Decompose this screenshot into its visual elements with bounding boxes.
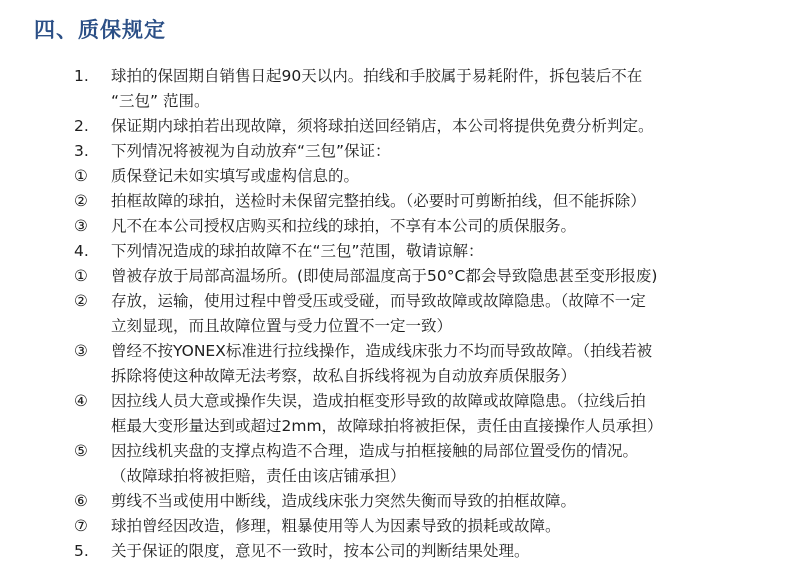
list-text: 立刻显现，而且故障位置与受力位置不一定一致） xyxy=(111,317,453,335)
list-text: 存放，运输，使用过程中曾受压或受碰，而导致故障或故障隐患。（故障不一定 xyxy=(111,292,646,310)
list-text: “三包” 范围。 xyxy=(111,92,210,110)
list-line xyxy=(0,489,790,514)
list-text: 拍框故障的球拍，送检时未保留完整拍线。（必要时可剪断拍线，但不能拆除） xyxy=(111,192,646,210)
list-line xyxy=(0,464,790,489)
list-line xyxy=(0,414,790,439)
list-line xyxy=(0,289,790,314)
list-text: 下列情况造成的球拍故障不在“三包”范围，敬请谅解： xyxy=(111,242,484,260)
list-line xyxy=(0,364,790,389)
list-line xyxy=(0,114,790,139)
list-line xyxy=(0,139,790,164)
list-marker: ② xyxy=(74,292,88,310)
list-line xyxy=(0,214,790,239)
list-marker: ③ xyxy=(74,342,88,360)
list-text: 球拍的保固期自销售日起90天以内。拍线和手胶属于易耗附件，拆包装后不在 xyxy=(111,67,643,85)
list-line xyxy=(0,514,790,539)
list-text: （故障球拍将被拒赔，责任由该店铺承担） xyxy=(111,467,406,485)
list-line xyxy=(0,264,790,289)
list-line xyxy=(0,339,790,364)
list-text: 保证期内球拍若出现故障，须将球拍送回经销店，本公司将提供免费分析判定。 xyxy=(111,117,654,135)
list-marker: ⑦ xyxy=(74,517,88,535)
list-marker: 3. xyxy=(74,142,89,160)
section-heading: 四、质保规定 xyxy=(34,18,166,42)
list-text: 关于保证的限度，意见不一致时，按本公司的判断结果处理。 xyxy=(111,542,530,560)
list-text: 凡不在本公司授权店购买和拉线的球拍，不享有本公司的质保服务。 xyxy=(111,217,577,235)
list-marker: 5. xyxy=(74,542,89,560)
list-text: 因拉线人员大意或操作失误，造成拍框变形导致的故障或故障隐患。（拉线后拍 xyxy=(111,392,646,410)
list-line xyxy=(0,389,790,414)
list-text: 质保登记未如实填写或虚构信息的。 xyxy=(111,167,360,185)
list-text: 曾被存放于局部高温场所。(即使局部温度高于50°C都会导致隐患甚至变形报废) xyxy=(111,267,658,285)
list-marker: ④ xyxy=(74,392,88,410)
list-text: 下列情况将被视为自动放弃“三包”保证： xyxy=(111,142,391,160)
list-line xyxy=(0,439,790,464)
list-marker: ⑤ xyxy=(74,442,88,460)
list-line xyxy=(0,314,790,339)
list-text: 剪线不当或使用中断线，造成线床张力突然失衡而导致的拍框故障。 xyxy=(111,492,577,510)
list-line xyxy=(0,64,790,89)
list-text: 因拉线机夹盘的支撑点构造不合理，造成与拍框接触的局部位置受伤的情况。 xyxy=(111,442,639,460)
list-marker: ① xyxy=(74,167,88,185)
list-marker: ⑥ xyxy=(74,492,88,510)
list-line xyxy=(0,89,790,114)
list-text: 球拍曾经因改造，修理，粗暴使用等人为因素导致的损耗或故障。 xyxy=(111,517,561,535)
list-marker: 4. xyxy=(74,242,89,260)
list-text: 曾经不按YONEX标准进行拉线操作，造成线床张力不均而导致故障。（拍线若被 xyxy=(111,342,653,360)
list-text: 框最大变形量达到或超过2mm，故障球拍将被拒保，责任由直接操作人员承担） xyxy=(111,417,663,435)
list-text: 拆除将使这种故障无法考察，故私自拆线将视为自动放弃质保服务） xyxy=(111,367,577,385)
list-marker: ② xyxy=(74,192,88,210)
warranty-rules-list xyxy=(0,64,790,564)
list-marker: 2. xyxy=(74,117,89,135)
list-line xyxy=(0,539,790,564)
list-line xyxy=(0,164,790,189)
list-marker: ① xyxy=(74,267,88,285)
list-marker: ③ xyxy=(74,217,88,235)
list-line xyxy=(0,239,790,264)
list-marker: 1. xyxy=(74,67,89,85)
list-line xyxy=(0,189,790,214)
